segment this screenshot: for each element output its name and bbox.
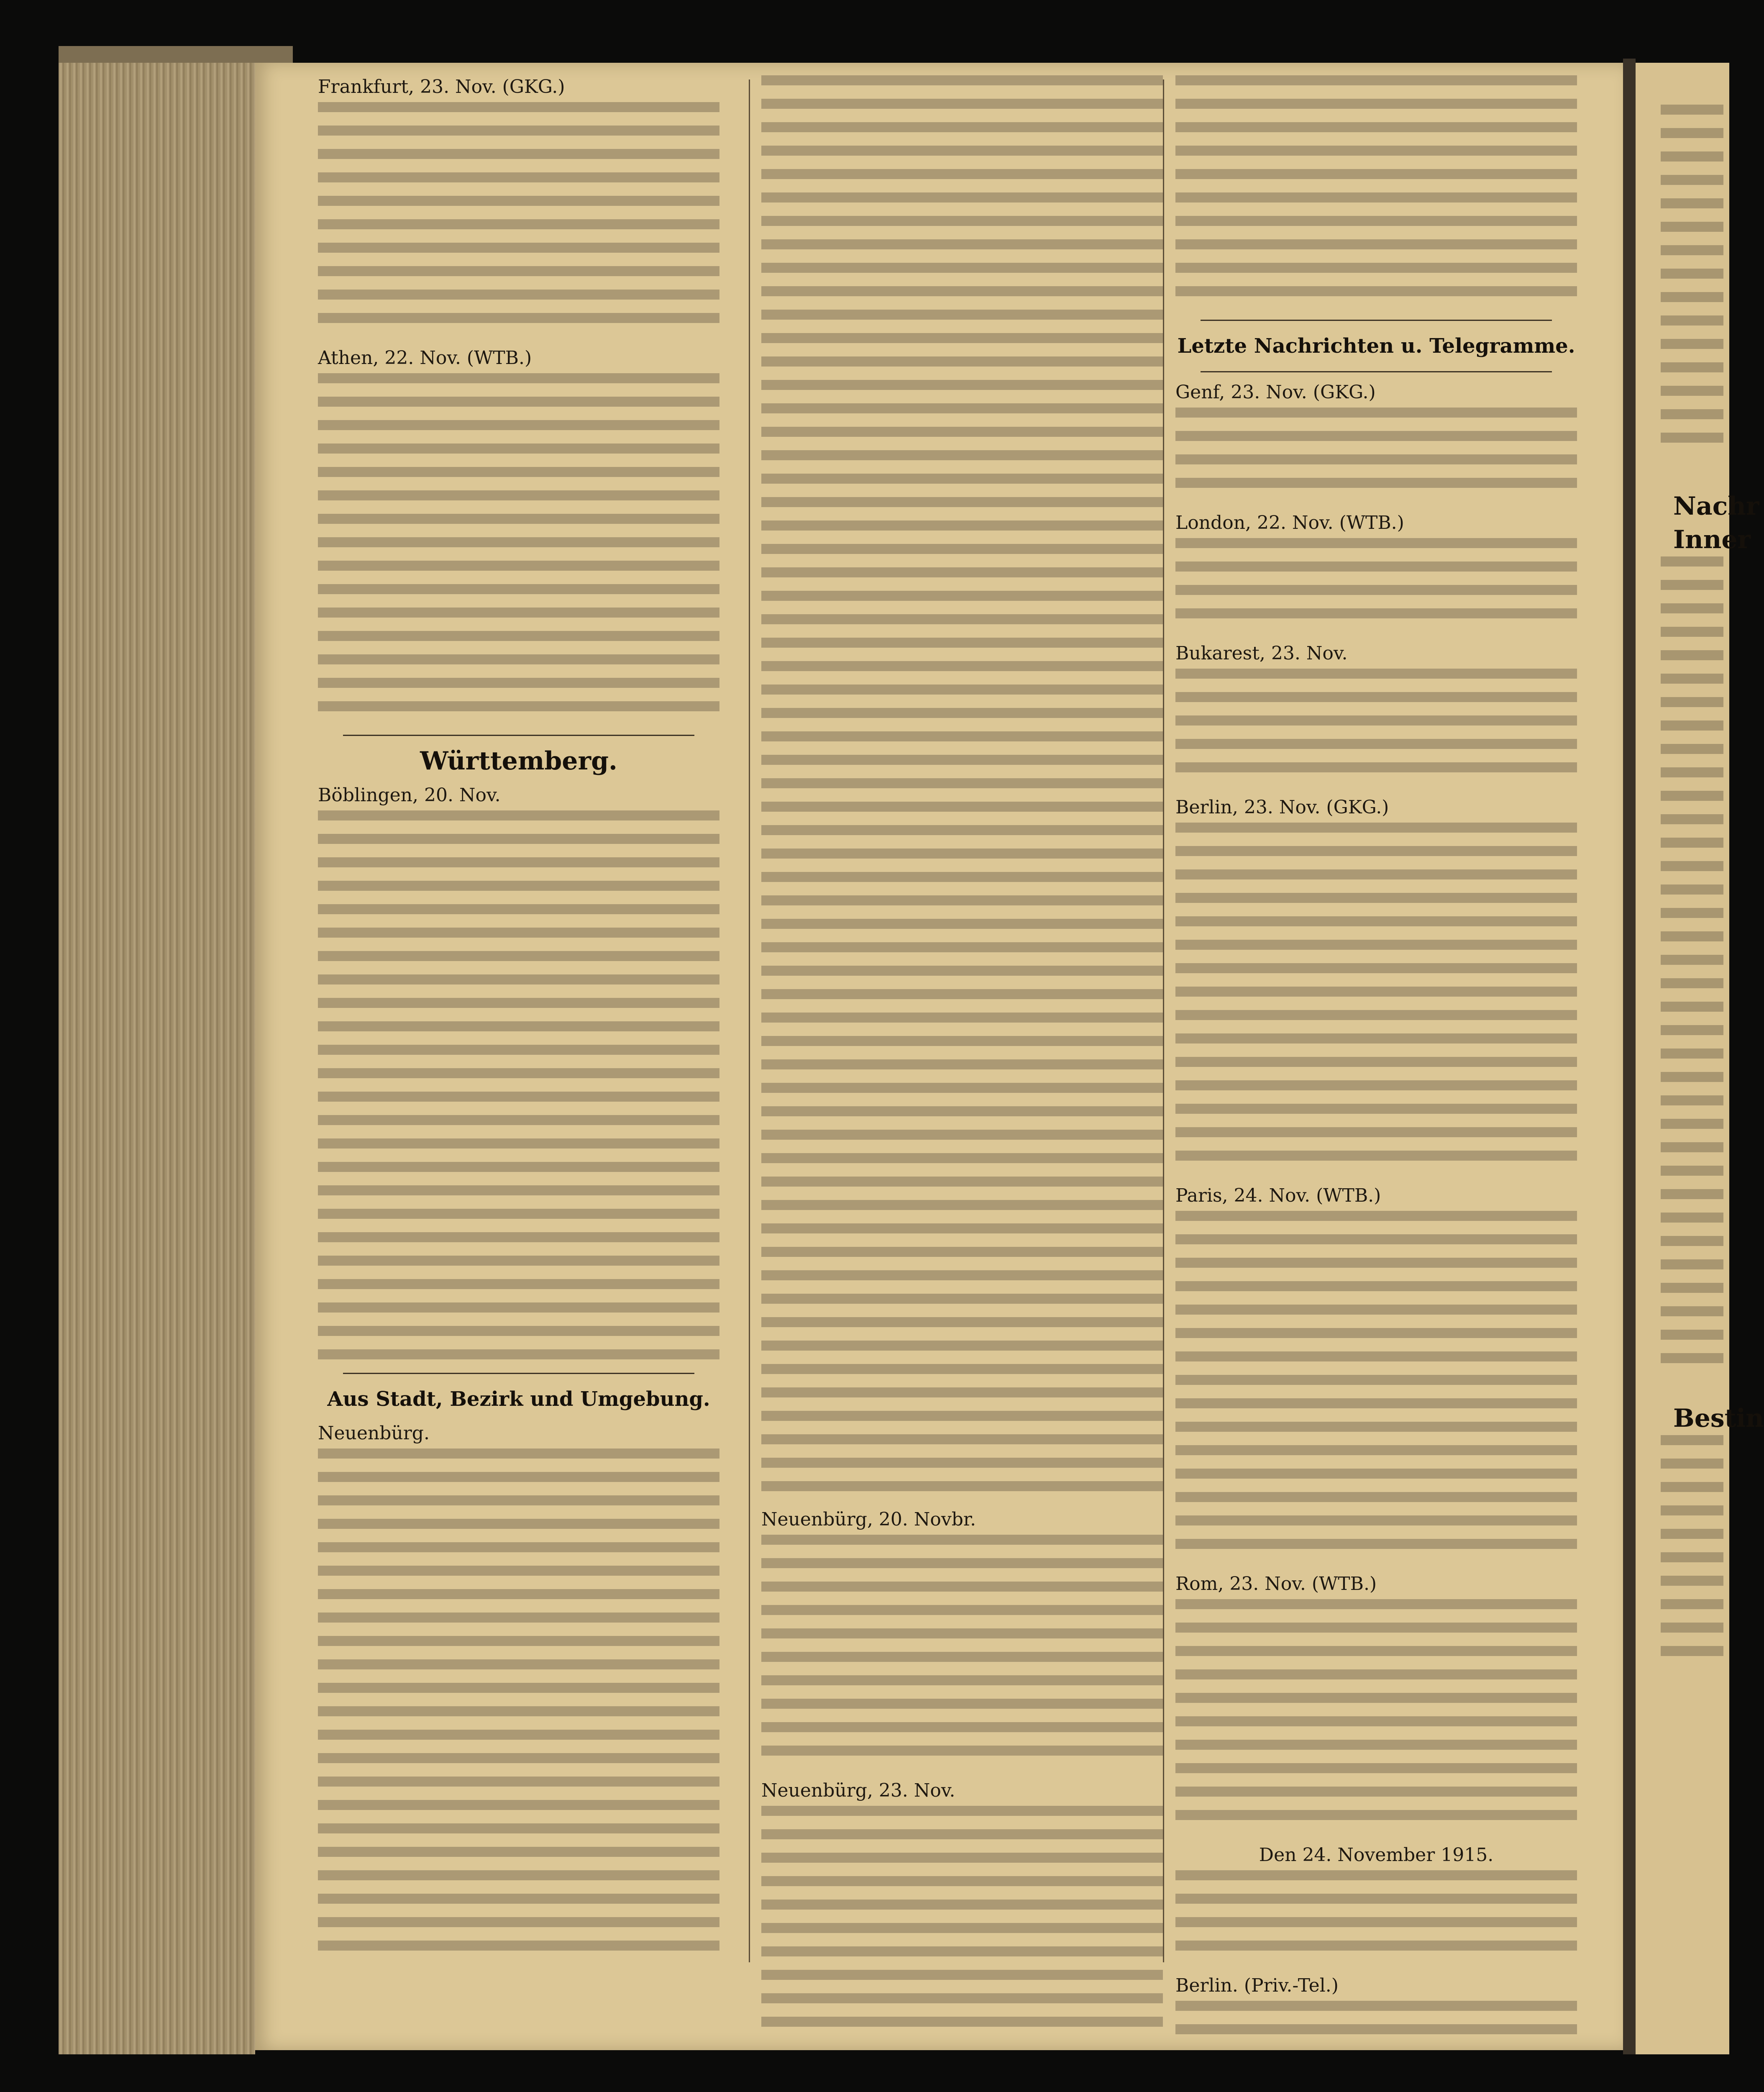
report-paris-text [1175, 1211, 1577, 1562]
dateline-neuenbuerg: Neuenbürg. [318, 1423, 430, 1444]
report-genf-text [1175, 408, 1577, 501]
date-heading: Den 24. November 1915. [1259, 1844, 1494, 1866]
dateline-neuenbuerg-23: Neuenbürg, 23. Nov. [761, 1780, 955, 1801]
facing-page-edge [1636, 63, 1764, 2054]
dateline-neuenbuerg-20: Neuenbürg, 20. Novbr. [761, 1509, 976, 1530]
dateline-bukarest: Bukarest, 23. Nov. [1175, 643, 1348, 664]
report-berlin-text [1175, 823, 1577, 1174]
dateline-london: London, 22. Nov. (WTB.) [1175, 512, 1404, 533]
dateline-genf: Genf, 23. Nov. (GKG.) [1175, 382, 1376, 403]
report-neuenbuerg-text [318, 1449, 719, 1951]
report-rom-text [1175, 1599, 1577, 1833]
section-title-letzte-nachrichten: Letzte Nachrichten u. Telegramme. [1177, 334, 1575, 358]
facing-page-text [1661, 556, 1723, 1377]
report-wuerttemberg-text [318, 810, 719, 1363]
report-bukarest-text [1175, 669, 1577, 786]
section-title-wuerttemberg: Württemberg. [420, 746, 617, 776]
report-london-text [1175, 538, 1577, 632]
report-frankfurt-text [318, 102, 719, 336]
report-hoechstpreise-text [761, 1535, 1163, 1769]
section-divider [1201, 320, 1552, 321]
report-vorraete-text [761, 1806, 1163, 2040]
column-1 [318, 75, 719, 1979]
dateline-boeblingen: Böblingen, 20. Nov. [318, 784, 501, 806]
facing-page-text [1661, 1435, 1723, 1669]
book-page-edges [59, 63, 255, 2054]
report-berlin-priv-text [1175, 2001, 1577, 2048]
section-title-aus-stadt: Aus Stadt, Bezirk und Umgebung. [327, 1387, 710, 1411]
section-divider [1201, 371, 1552, 372]
continued-article-text [761, 75, 1163, 1498]
column-2 [761, 75, 1163, 1979]
facing-page-heading-3: Bestin [1673, 1404, 1764, 1433]
dateline-rom: Rom, 23. Nov. (WTB.) [1175, 1573, 1377, 1595]
report-athen-text [318, 373, 719, 725]
column-rule [749, 79, 750, 1962]
section-divider [343, 735, 694, 736]
section-divider [343, 1373, 694, 1374]
facing-page-heading-1: Nachr [1673, 492, 1759, 521]
continued-article-text [1175, 75, 1577, 310]
report-paris-priv-text [1175, 1870, 1577, 1964]
dateline-frankfurt: Frankfurt, 23. Nov. (GKG.) [318, 76, 565, 97]
dateline-berlin: Berlin, 23. Nov. (GKG.) [1175, 797, 1389, 818]
column-3 [1175, 75, 1577, 1996]
facing-page-text [1661, 105, 1723, 456]
dateline-paris: Paris, 24. Nov. (WTB.) [1175, 1185, 1381, 1206]
facing-page-heading-2: Inner [1673, 525, 1751, 554]
column-rule [1163, 79, 1164, 1962]
dateline-athen: Athen, 22. Nov. (WTB.) [318, 347, 532, 369]
dateline-berlin-priv: Berlin. (Priv.-Tel.) [1175, 1975, 1339, 1996]
book-gutter [1623, 59, 1636, 2054]
